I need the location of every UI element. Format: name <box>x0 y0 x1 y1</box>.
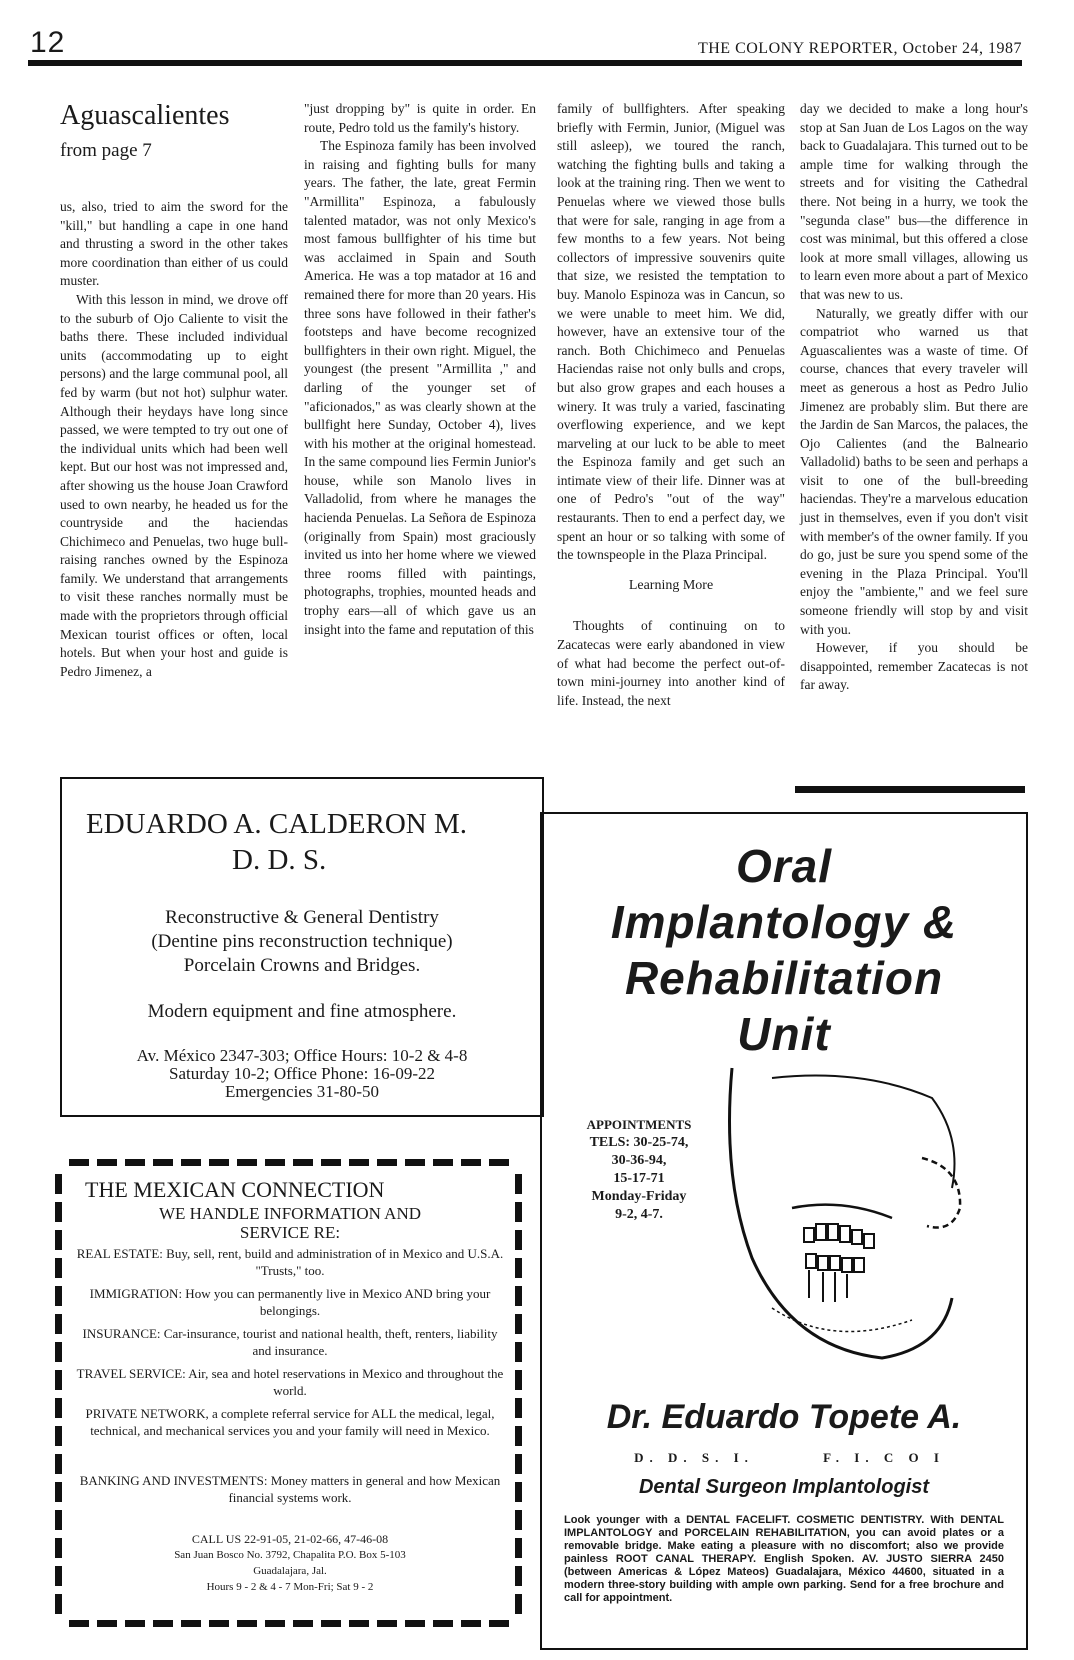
doctor-specialty: Dental Surgeon Implantologist <box>638 1476 929 1498</box>
dental-face-illustration <box>712 1058 972 1378</box>
ad-title: THE MEXICAN CONNECTION <box>85 1177 385 1202</box>
article-column-1 <box>60 98 288 681</box>
ad-line: Reconstructive & General Dentistry <box>165 907 439 928</box>
ad-address: San Juan Bosco No. 3792, Chapalita P.O. Box 5-103 <box>174 1549 406 1561</box>
ad-phone: CALL US 22-91-05, 21-02-66, 47-46-08 <box>191 1532 389 1546</box>
paragraph: Naturally, we greatly differ with our compatriot who warned us that Aguascalientes was a waste of time. Of course, chances that every traveler will meet as generous a host as Pedro Julio Jimenez are probably slim. But there are the Jardin de San Marcos, the palaces, the Ojo Calientes (and the Balneario Valladolid) baths to be seen and perhaps a visit to one of the bull-breeding haciendas. They're a marvelous education just in themselves, even if you don't visit with member's of the owner family. If you do go, just be sure you spend some of the evening in the Plaza Principal. You'll enjoy the "ambiente," and we feel sure someone friendly will stop by and visit with you. <box>800 305 1028 637</box>
ad-title: Oral <box>735 840 833 892</box>
article-column-4 <box>800 100 1028 695</box>
appointments-label: APPOINTMENTS <box>586 1117 692 1132</box>
ad-hours: Hours 9 - 2 & 4 - 7 Mon-Fri; Sat 9 - 2 <box>206 1581 374 1593</box>
ad-body-text: Look younger with a DENTAL FACELIFT. COSMETIC DENTISTRY. With DENTAL IMPLANTOLOGY and PORCELAIN REHABILITATION, you can avoid plates or a removable bridge. Make eating a pleasure with no discomfort; also we provide painless ROOT CANAL THERAPY. English Spoken. AV. JUSTO SIERRA 2450 (between Americas & López Mateos) Guadalajara, México 44600, situated in a modern three-story building with ample own parking. Send for a free brochure and call for appointment. <box>564 1514 1004 1604</box>
service-item: BANKING AND INVESTMENTS: Money matters in general and how Mexican financial systems work. <box>79 1473 501 1506</box>
ad-hours: Saturday 10-2; Office Phone: 16-09-22 <box>169 1064 435 1083</box>
ad-phone: TELS: 30-25-74, <box>589 1135 689 1150</box>
ad-title: Implantology & <box>610 896 958 948</box>
dashed-border <box>69 1159 509 1166</box>
ad-line: Porcelain Crowns and Bridges. <box>183 955 421 976</box>
ad-calderon <box>60 777 544 1117</box>
continuation-label: from page 7 <box>60 140 152 161</box>
service-item: REAL ESTATE: Buy, sell, rent, build and administration of in Mexico and U.S.A. "Trusts," too. <box>76 1246 504 1279</box>
ad-title: Rehabilitation <box>624 952 944 1004</box>
page-number: 12 <box>30 26 66 59</box>
header-rule <box>28 60 1022 66</box>
service-item: TRAVEL SERVICE: Air, sea and hotel reservations in Mexico and throughout the world. <box>76 1366 504 1399</box>
ad-subtitle: WE HANDLE INFORMATION AND <box>158 1204 422 1223</box>
paragraph: "just dropping by" is quite in order. En route, Pedro told us the family's history. <box>304 101 536 135</box>
paragraph: Thoughts of continuing on to Zacatecas were early abandoned in view of what had become the perfect out-of-town mini-journey into another kind of life. Instead, the next <box>557 618 785 708</box>
ad-dentist-degree: D. D. S. <box>232 844 327 876</box>
article-headline: Aguascalientes <box>60 100 230 131</box>
ad-subtitle: SERVICE RE: <box>239 1223 341 1242</box>
masthead: THE COLONY REPORTER, October 24, 1987 <box>697 40 1022 57</box>
paragraph: day we decided to make a long hour's stop at San Juan de Los Lagos on the way back to Guadalajara. This turned out to be ample time for walking through the streets and for visiting the Cathedral there. Not being in a hurry, we took the "segunda clase" bus—the difference in cost was minimal, but this offered a close look at more small villages, allowing us to learn even more about a part of Mexico that was new to us. <box>800 101 1028 302</box>
appointments-block <box>564 1116 714 1224</box>
end-of-article-bar <box>795 786 1025 793</box>
ad-phone: 30-36-94, <box>611 1153 667 1168</box>
paragraph: family of bullfighters. After speaking briefly with Fermin, Junior, (Miguel was still asleep), we toured the ranch, watching the fighting bulls and taking a look at the training ring. Then we went to Penuelas where we viewed those bulls that were for sale, ranging in age from a few months to a few years. Not being collectors of impressive souvenirs quite that size, we resisted the temptation to buy. Manolo Espinoza was in Cancun, so we were unable to meet him. We did, however, have an extensive tour of the ranch. Both Chichimeco and Penuelas Haciendas raise not only bulls and crops, but also grow grapes and each houses a winery. It was truly a varied, fascinating overflowing experience, and we kept marveling at our luck to be able to meet the Espinoza family and get such an intimate view of their life. Dinner was at one of Pedro's "out of the way" restaurants. Then to end a perfect day, we spent an hour or so talking with some of the townspeople in the Plaza Principal. <box>557 101 785 563</box>
subheading: Learning More <box>628 577 714 593</box>
dashed-border <box>55 1174 62 1614</box>
ad-dentist-name: EDUARDO A. CALDERON M. <box>86 808 468 840</box>
article-column-3 <box>557 100 785 710</box>
ad-days: Monday-Friday <box>591 1189 687 1204</box>
doctor-credential: F. I. C O I <box>823 1450 945 1465</box>
dashed-border <box>69 1620 509 1627</box>
ad-city: Guadalajara, Jal. <box>253 1565 327 1577</box>
service-item: IMMIGRATION: How you can permanently live in Mexico AND bring your belongings. <box>89 1286 491 1319</box>
paragraph: With this lesson in mind, we drove off to the suburb of Ojo Caliente to visit the baths there. These included individual units (accommodating up to eight persons) and the large communal pool, all fed by warm (but not hot) sulphur water. Although their heydays have long since passed, we were tempted to try out one of the individual units which had been well kept. But our host was not impressed and, after showing us the house Joan Crawford used to own nearby, he headed us for the countryside and the haciendas Chichimeco and Penuelas, two huge bull-raising ranches owned by the Espinoza family. We understand that arrangements to visit these ranches normally must be made with the proprietors through official Mexican tourist offices or often, local hotels. But when your host and guide is Pedro Jimenez, a <box>60 291 288 679</box>
service-item: PRIVATE NETWORK, a complete referral service for ALL the medical, legal, technical, and mechanical services you and your family will need in Mexico. <box>85 1406 495 1439</box>
service-item: INSURANCE: Car-insurance, tourist and national health, theft, renters, liability and insurance. <box>82 1326 498 1359</box>
ad-address: Av. México 2347-303; Office Hours: 10-2 & 4-8 <box>136 1046 468 1065</box>
paragraph: us, also, tried to aim the sword for the "kill," but handling a cape in one hand and thrusting a sword in the other takes more coordination than either of us could muster. <box>60 199 288 289</box>
ad-hours: 9-2, 4-7. <box>615 1207 663 1222</box>
ad-line: (Dentine pins reconstruction technique) <box>151 931 453 952</box>
ad-emergencies: Emergencies 31-80-50 <box>224 1082 380 1101</box>
ad-title: Unit <box>737 1008 831 1060</box>
ad-phone: 15-17-71 <box>613 1171 665 1186</box>
paragraph: The Espinoza family has been involved in raising and fighting bulls for many years. The father, the late, great Fermin "Armillita" Espinoza, a fabulously talented matador, was not only Mexico's most famous bullfighter of his time but was acclaimed in Spain and South America. He was a top matador at 16 and remained there for more than 20 years. His three sons have followed in their father's footsteps and have become recognized bullfighters in their own right. Miguel, the youngest (the present "Armillita ," and darling of the younger set of "aficionados," as was clearly shown at the bullfight here Sunday, October 4), lives with his mother at the original homestead. In the same compound lies Fermin Junior's house, while son Manolo lives in Valladolid, from where he manages the hacienda Penuelas. La Señora de Espinoza (originally from Spain) most graciously invited us into her home where we viewed three rooms filled with paintings, photographs, trophies, mounted heads and trophy ears—all of which gave us an insight into the fame and reputation of this <box>304 138 536 637</box>
doctor-credential: D. D. S. I. <box>634 1450 754 1465</box>
paragraph: However, if you should be disappointed, remember Zacatecas is not far away. <box>800 640 1028 693</box>
ad-mexican-connection <box>55 1144 525 1634</box>
ad-oral-implantology <box>540 812 1028 1650</box>
ad-line: Modern equipment and fine atmosphere. <box>147 1001 457 1022</box>
doctor-name: Dr. Eduardo Topete A. <box>606 1398 962 1436</box>
dashed-border <box>515 1174 522 1614</box>
article-column-2 <box>304 100 536 639</box>
